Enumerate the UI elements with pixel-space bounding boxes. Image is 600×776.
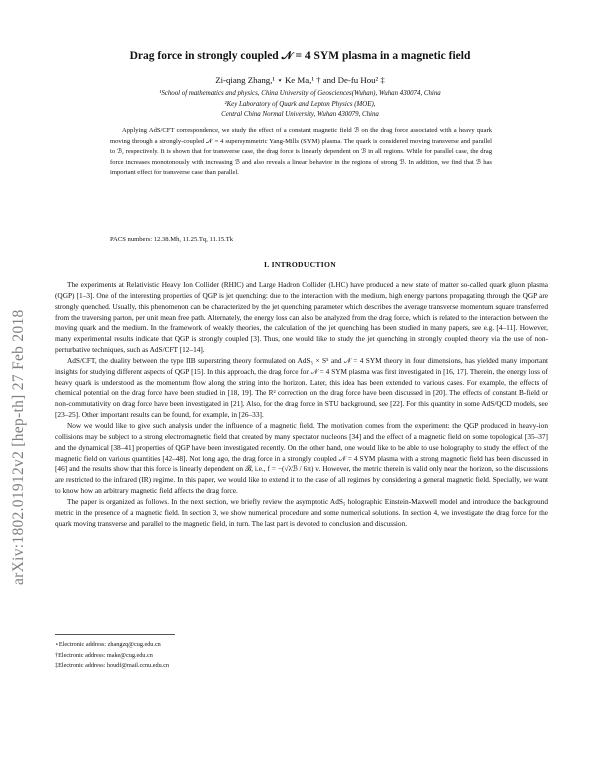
affiliations xyxy=(50,89,550,121)
author-list: Zi-qiang Zhang,¹ ⋆ Ke Ma,¹ † and De-fu Hou² ‡ xyxy=(215,75,385,85)
body-text xyxy=(55,280,548,529)
pacs-numbers: PACS numbers: 12.38.Mh, 11.25.Tq, 11.15.Tk xyxy=(110,236,234,243)
paragraph: The paper is organized as follows. In the next section, we briefly review the asymptotic AdS₅ holographic Einstein-Maxwell model and introduce the background metric in the presence of a magnetic field. In section 3, we show numerical procedure and some numerical solutions. In section 4, we investigate the drag force for the quark moving transverse and parallel to the magnetic field, in turn. The last part is devoted to conclusion and discussion. xyxy=(55,496,548,528)
abstract xyxy=(110,126,492,179)
affiliation-line: ²Key Laboratory of Quark and Lepton Physics (MOE), xyxy=(224,100,376,108)
affiliation-line: Central China Normal University, Wuhan 430079, China xyxy=(221,111,379,118)
paragraph: Now we would like to give such analysis under the influence of a magnetic field. The motivation comes from the experiment: the QGP produced in heavy-ion collisions may be subject to a strong electromagnetic field that created by many spectator nucleons [34] and the effect of a magnetic field on some topological [35–37] and the dynamical [38–41] properties of QGP have been investigated recently. On the other hand, one would like to be able to use holography to study the effect of the magnetic field on various quantities [42–48]. Not long ago, the drag force in a strongly coupled 𝒩 = 4 SYM plasma with a strong magnetic field has been discussed in [46] and the results show that this force is linearly dependent on ℬ, i.e., f = −(√λℬ / 6π) v. However, the metric therein is valid only near the horizon, so the discussions are restricted to the infrared (IR) regime. In this paper, we would like to extend it to the case of all regimes by considering a general magnetic field. Specially, we want to know how an arbitrary magnetic field affects the drag force. xyxy=(55,420,548,496)
paper-title: Drag force in strongly coupled 𝒩 = 4 SYM plasma in a magnetic field xyxy=(129,50,471,62)
footnote: †Electronic address: make@cug.edu.cn xyxy=(55,651,153,659)
abstract-text: Applying AdS/CFT correspondence, we study the effect of a constant magnetic field ℬ on the drag force associated with a heavy quark moving through a strongly-coupled 𝒩 = 4 supersymmetric Yang-Mills (SYM) plasma. The quark is considered moving transverse and parallel to ℬ, respectively. It is shown that for transverse case, the drag force is linearly dependent on ℬ in all regions. While for parallel case, the drag force increases monotonously with increasing ℬ and also reveals a linear behavior in the regions of strong ℬ. In addition, we find that ℬ has important effect for transverse case than parallel. xyxy=(110,127,492,176)
footnote: ⋆Electronic address: zhangzq@cug.edu.cn xyxy=(55,641,161,648)
section-heading: I. INTRODUCTION xyxy=(263,260,336,269)
paragraph: AdS/CFT, the duality between the type IIB superstring theory formulated on AdS₅ × S⁵ and 𝒩 = 4 SYM theory in four dimensions, has yielded many important insights for studying different aspects of QGP [15]. In this approach, the drag force for 𝒩 = 4 SYM plasma was first investigated in [16, 17]. Therein, the energy loss of heavy quark is understood as the momentum flow along the string into the horizon. Later, this idea has been extended to various cases. For example, the effects of chemical potential on the drag force have been studied in [18, 19]. The R² correction on the drag force have been discussed in [20]. The effects of constant B-field or non-commutativity on drag force have been investigated in [21]. Also, for the drag force in STU background, see [22]. For this quantity in some AdS/QCD models, see [23–25]. Other important results can be found, for example, in [26–33]. xyxy=(55,355,548,420)
footnote: ‡Electronic address: houdf@mail.ccnu.edu.cn xyxy=(55,662,170,669)
footnote-divider xyxy=(55,634,175,635)
paragraph: The experiments at Relativistic Heavy Ion Collider (RHIC) and Large Hadron Collider (LHC) have produced a new state of matter so-called quark gluon plasma (QGP) [1–3]. One of the interesting properties of QGP is jet quenching: due to the interaction with the medium, high energy partons propagating through the QGP are strongly quenched. Usually, this phenomenon can be characterized by the jet quenching parameter which describes the average transverse momentum square transferred from the traversing parton, per unit mean free path. Alternately, the energy loss can also be analyzed from the drag force, which is related to the interaction between the moving quark and the medium. In the framework of weakly theories, the calculation of the jet quenching has been studied in many papers, see e.g. [4–11]. However, many experimental results indicate that QGP is strongly coupled [3]. Thus, one would like to study the jet quenching in strongly coupled theory via the use of non-perturbative techniques, such as AdS/CFT [12–14]. xyxy=(55,280,548,355)
affiliation-line: ¹School of mathematics and physics, China University of Geosciences(Wuhan), Wuhan 430074, China xyxy=(159,90,441,97)
footnotes xyxy=(55,640,169,672)
arxiv-stamp: arXiv:1802.01912v2 [hep-th] 27 Feb 2018 xyxy=(10,309,27,585)
